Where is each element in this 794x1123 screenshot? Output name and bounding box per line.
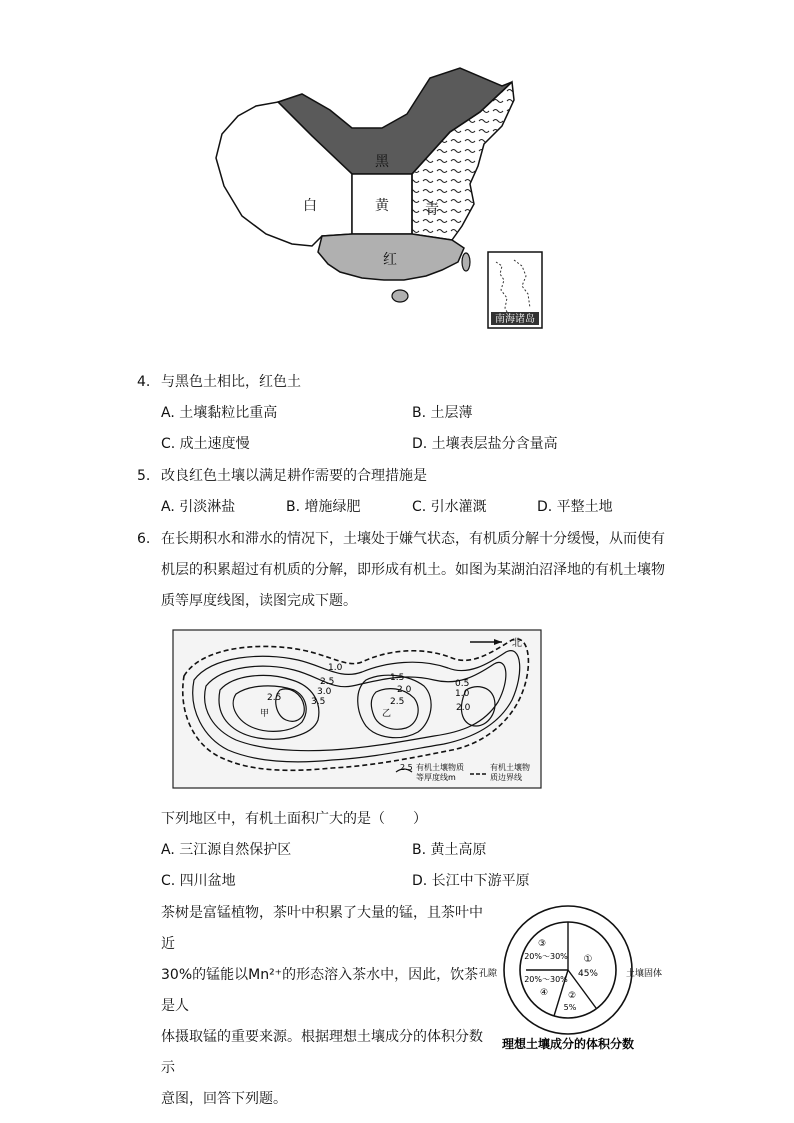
pie-left-label: 孔隙 (478, 969, 498, 979)
label-red: 红 (383, 252, 397, 268)
q5-option-a[interactable]: A. 引淡淋盐 (161, 499, 236, 515)
svg-text:有机土壤物质: 有机土壤物质 (416, 763, 464, 772)
pie-s4-num: ④ (539, 988, 549, 998)
svg-text:0.5: 0.5 (455, 679, 470, 689)
tea-line3: 体摄取锰的重要来源。根据理想土壤成分的体积分数示 (161, 1029, 483, 1076)
q4-option-d[interactable]: D. 土壤表层盐分含量高 (412, 436, 558, 452)
q5-stem: 改良红色土壤以满足耕作需要的合理措施是 (161, 468, 427, 484)
q6-option-d[interactable]: D. 长江中下游平原 (412, 873, 530, 889)
svg-text:等厚度线m: 等厚度线m (416, 773, 456, 782)
q6-option-b[interactable]: B. 黄土高原 (412, 842, 487, 858)
q6-line3: 质等厚度线图，读图完成下题。 (161, 593, 357, 609)
q6-question: 下列地区中，有机土面积广大的是（ ） (161, 811, 427, 827)
q4-number: 4. (137, 374, 151, 390)
q6-line2: 机层的积累超过有机质的分解，即形成有机土。如图为某湖泊沼泽地的有机土壤物 (161, 562, 665, 578)
tea-line2: 30%的锰能以Mn²⁺的形态溶入茶水中，因此，饮茶是人 (161, 967, 479, 1014)
inset-label: 南海诸岛 (495, 314, 535, 325)
pie-s3-val: 20%～30% (524, 952, 568, 961)
svg-text:质边界线: 质边界线 (490, 773, 522, 782)
hainan-island (392, 290, 408, 302)
svg-text:2.5: 2.5 (267, 693, 282, 703)
svg-text:2.0: 2.0 (456, 703, 471, 713)
tea-line1: 茶树是富锰植物，茶叶中积累了大量的锰，且茶叶中近 (161, 905, 483, 952)
tea-line4: 意图，回答下列题。 (161, 1091, 287, 1107)
svg-text:有机土壤物: 有机土壤物 (490, 763, 530, 772)
q4-option-a[interactable]: A. 土壤黏粒比重高 (161, 405, 278, 421)
pie-s1-val: 45% (577, 969, 599, 979)
svg-text:3.0: 3.0 (317, 687, 332, 697)
svg-text:2.5: 2.5 (390, 697, 405, 707)
label-yellow: 黄 (375, 198, 389, 214)
q5-option-c[interactable]: C. 引水灌溉 (412, 499, 487, 515)
pie-s3-num: ③ (537, 939, 547, 949)
pie-s2-val: 5% (563, 1003, 577, 1012)
svg-text:2.5: 2.5 (320, 677, 335, 687)
q6-option-a[interactable]: A. 三江源自然保护区 (161, 842, 292, 858)
svg-text:3.5: 3.5 (311, 697, 326, 707)
pie-s4-val: 20%～30% (524, 975, 568, 984)
q5-option-b[interactable]: B. 增施绿肥 (286, 499, 361, 515)
pie-s2-num: ② (567, 991, 577, 1001)
svg-text:1.5: 1.5 (390, 673, 405, 683)
tea-paragraph (161, 898, 485, 1115)
soil-volume-pie-diagram (470, 902, 680, 1054)
svg-text:1.0: 1.0 (328, 663, 343, 673)
label-black: 黑 (375, 154, 389, 170)
q6-line1: 在长期积水和滞水的情况下，土壤处于嫌气状态，有机质分解十分缓慢，从而使有 (161, 531, 665, 547)
label-white: 白 (303, 198, 317, 214)
q6-option-c[interactable]: C. 四川盆地 (161, 873, 236, 889)
pie-right-label: 土壤固体 (625, 969, 663, 979)
svg-text:甲: 甲 (260, 709, 270, 719)
organic-soil-contour-map (172, 628, 544, 792)
svg-text:2.5: 2.5 (400, 763, 413, 772)
label-cyan: 青 (425, 202, 439, 218)
q4-option-b[interactable]: B. 土层薄 (412, 405, 473, 421)
pie-s1-num: ① (583, 954, 593, 965)
q6-number: 6. (137, 531, 151, 547)
north-label: 北 (512, 638, 522, 649)
q5-number: 5. (137, 468, 151, 484)
svg-text:2.0: 2.0 (397, 685, 412, 695)
q4-stem: 与黑色土相比，红色土 (161, 374, 301, 390)
q4-option-c[interactable]: C. 成土速度慢 (161, 436, 250, 452)
china-soil-map (212, 66, 548, 334)
taiwan-island (462, 253, 470, 271)
south-china-sea-inset (488, 252, 542, 328)
pie-title: 理想土壤成分的体积分数 (501, 1037, 635, 1051)
svg-text:乙: 乙 (382, 709, 392, 719)
q5-option-d[interactable]: D. 平整土地 (537, 499, 613, 515)
svg-text:1.0: 1.0 (455, 689, 470, 699)
